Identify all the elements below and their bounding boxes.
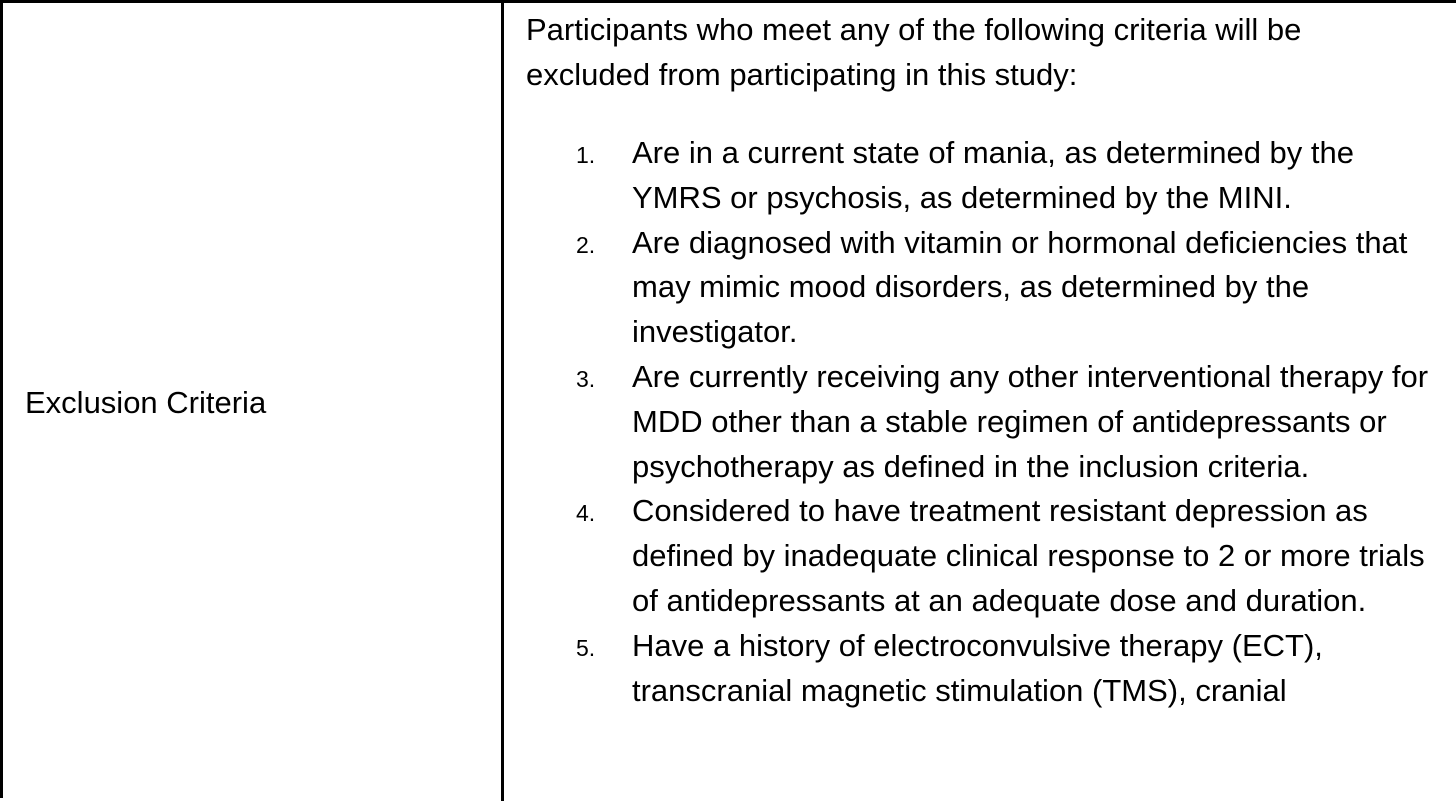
intro-paragraph: Participants who meet any of the following criteria will be excluded from participating in this study:	[526, 12, 1302, 92]
list-item-number: 4.	[576, 500, 596, 527]
list-item-text: Are currently receiving any other interventional therapy for MDD other than a stable regimen of antidepressants or psychotherapy as defined in the inclusion criteria.	[632, 358, 1429, 484]
list-item	[504, 355, 1456, 489]
list-item-number: 1.	[576, 142, 596, 168]
list-item	[504, 221, 1456, 355]
list-item-number: 5.	[576, 634, 596, 661]
list-item-number: 2.	[576, 231, 596, 258]
content-cell	[504, 3, 1456, 801]
row-label: Exclusion Criteria	[25, 385, 267, 420]
criteria-list	[504, 131, 1456, 713]
list-item-text: Have a history of electroconvulsive therapy (ECT), transcranial magnetic stimulation (TMS), cranial	[632, 627, 1323, 708]
list-item	[504, 624, 1456, 714]
label-cell	[6, 3, 501, 801]
list-item	[504, 489, 1456, 623]
list-item-number: 3.	[576, 365, 596, 392]
list-item-text: Are diagnosed with vitamin or hormonal deficiencies that may mimic mood disorders, as determined by the investigator.	[632, 224, 1408, 350]
list-item	[504, 131, 1456, 221]
list-item-text: Are in a current state of mania, as determined by the YMRS or psychosis, as determined by the MINI.	[632, 135, 1354, 215]
list-item-text: Considered to have treatment resistant depression as defined by inadequate clinical response to 2 or more trials of antidepressants at an adequate dose and duration.	[632, 493, 1425, 618]
